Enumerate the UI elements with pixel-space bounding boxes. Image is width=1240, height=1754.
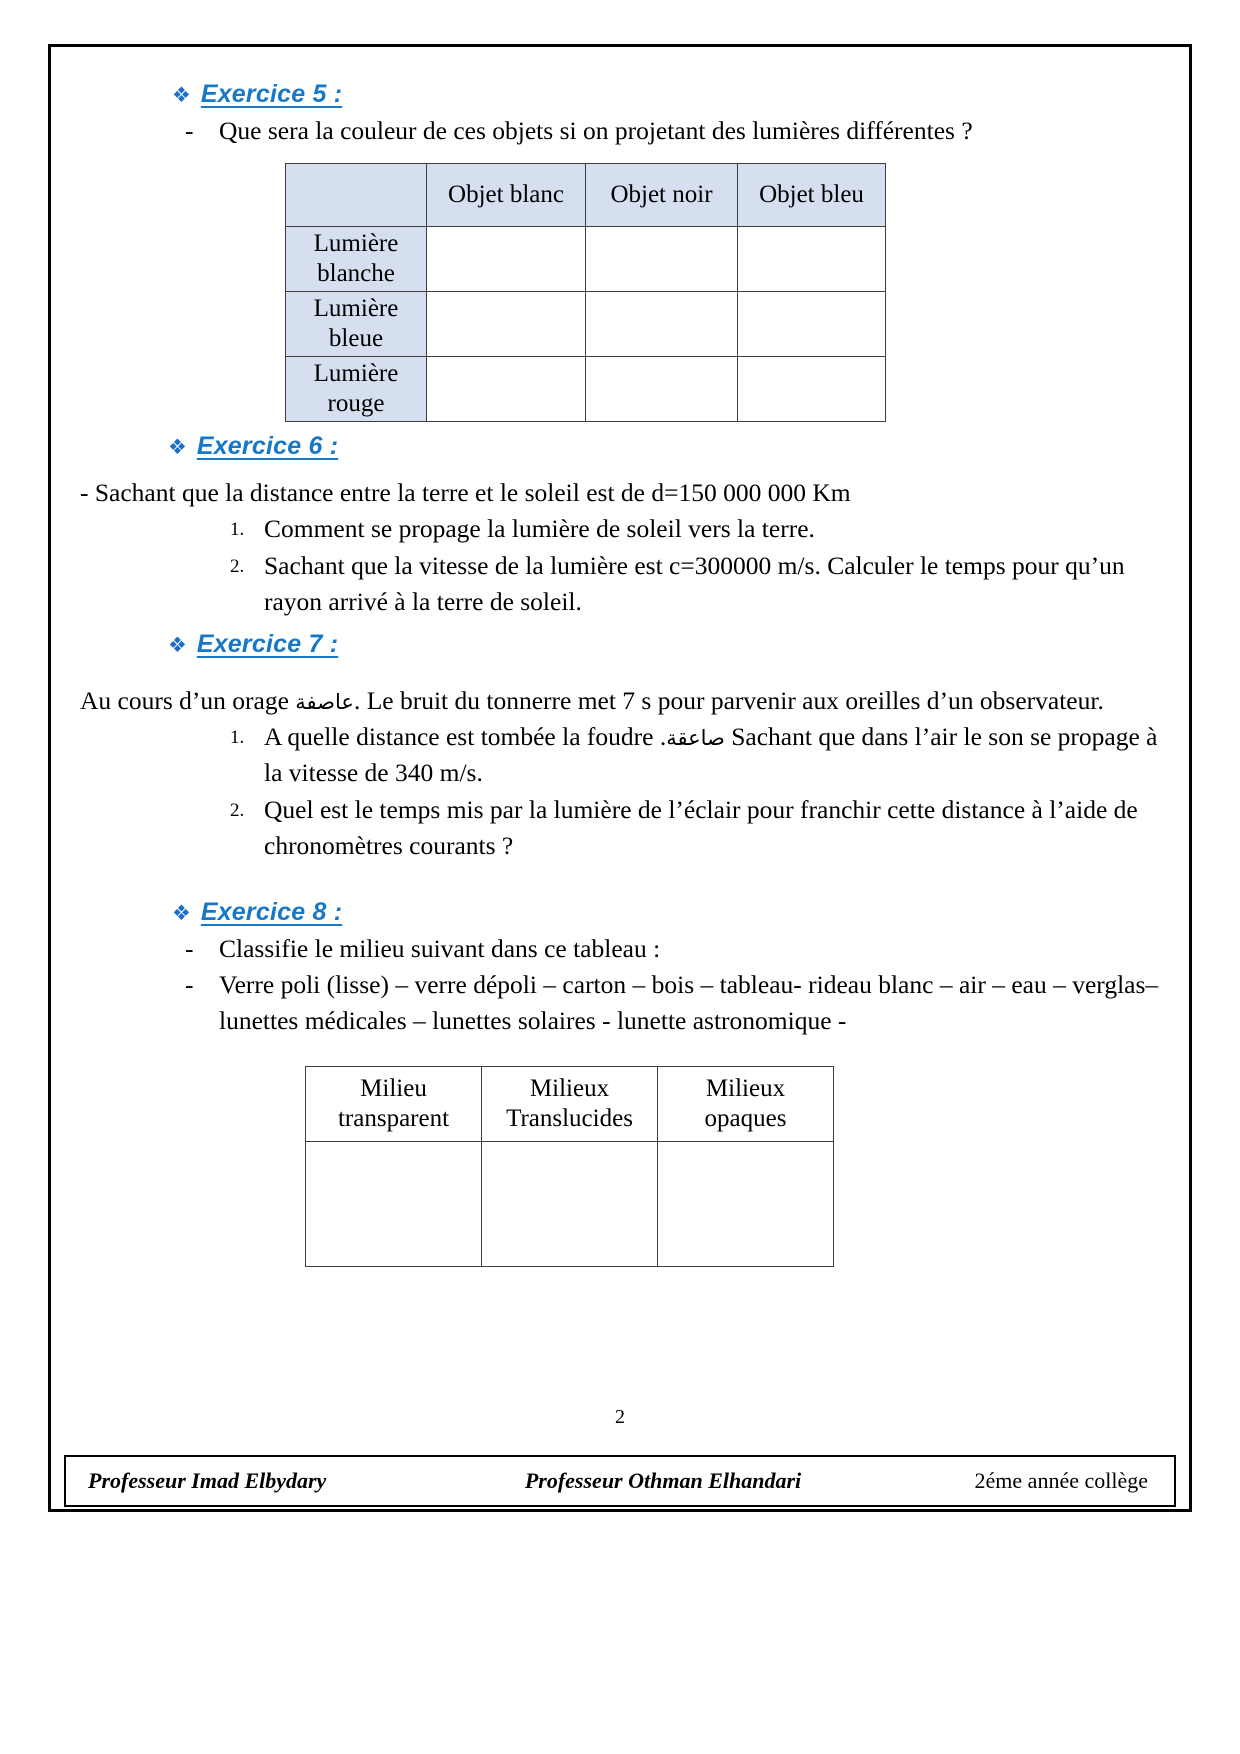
footer-professor-left: Professeur Imad Elbydary [88,1468,327,1493]
exercise-8-line-1 [80,931,1160,967]
exercise-7-heading [80,630,1160,659]
dash-marker: - [185,116,194,145]
column-header-milieux-opaques: Milieux opaques [658,1066,834,1141]
spacer [80,422,1160,432]
exercise-8-line-2-text: Verre poli (lisse) – verre dépoli – carton – bois – tableau- rideau blanc – air – eau – verglas– lunettes médicales – lunettes solaires - lunette astronomique - [219,970,1159,1036]
table-header-row [286,164,886,227]
table-row [286,227,886,292]
arabic-word-saaiqa: صاعقة [666,726,725,751]
exercise-7-item-1-text [264,719,1160,791]
answer-cell[interactable] [586,227,738,292]
exercise-7-item-2-text: Quel est le temps mis par la lumière de l’éclair pour franchir cette distance à l’aide de chronomètres courants ? [264,794,1138,860]
exercise-5-prompt [80,113,1160,149]
exercise-7-intro-part1: Au cours d’un orage [80,686,296,716]
spacer [80,465,1160,475]
spacer [80,663,1160,683]
list-marker: 1. [230,727,245,749]
exercise-7-item-1-part2: Sachant que dans l’air le son se propage à la vitesse de 340 m/s. [264,722,1158,788]
exercise-5-title: Exercice 5 : [200,80,343,108]
table-corner-cell [286,164,427,227]
exercise-6-intro: - Sachant que la distance entre la terre et le soleil est de d=150 000 000 Km [80,478,851,508]
answer-cell[interactable] [482,1141,658,1266]
answer-cell[interactable] [738,357,886,422]
footer [64,1455,1176,1507]
exercise-8-table [305,1066,834,1267]
spacer [80,864,1160,898]
answer-cell[interactable] [738,292,886,357]
exercise-8-heading [80,898,1160,927]
exercise-6-title: Exercice 6 : [196,432,339,461]
exercise-5-table [285,163,886,422]
exercise-6-item-1 [80,511,1160,547]
diamond-bullet-icon: ❖ [172,901,190,926]
exercise-6-heading [80,432,1160,461]
list-marker: 1. [230,519,245,541]
exercise-8-line-1-text: Classifie le milieu suivant dans ce tableau : [219,934,661,964]
exercise-6-item-2 [80,548,1160,620]
answer-cell[interactable] [658,1141,834,1266]
row-label-lumiere-blanche: Lumière blanche [286,227,427,292]
diamond-bullet-icon: ❖ [168,633,186,658]
exercise-8-line-2 [80,967,1160,1039]
column-header-milieu-transparent: Milieu transparent [306,1066,482,1141]
exercise-8-title: Exercice 8 : [200,898,343,927]
table-row [306,1141,834,1266]
column-header-objet-bleu: Objet bleu [738,164,886,227]
answer-cell[interactable] [427,357,586,422]
exercise-7-item-2 [80,792,1160,864]
answer-cell[interactable] [586,357,738,422]
column-header-objet-noir: Objet noir [586,164,738,227]
exercise-7-title: Exercice 7 : [196,630,339,659]
dash-marker: - [185,970,194,1000]
answer-cell[interactable] [427,227,586,292]
column-header-milieux-translucides: Milieux Translucides [482,1066,658,1141]
page-number: 2 [615,1406,625,1428]
answer-cell[interactable] [427,292,586,357]
exercise-5-prompt-text: Que sera la couleur de ces objets si on projetant des lumières différentes ? [219,116,973,145]
exercise-7-item-1 [80,719,1160,791]
exercise-6-item-2-text: Sachant que la vitesse de la lumière est c=300000 m/s. Calculer le temps pour qu’un rayon arrivé à la terre de soleil. [264,550,1125,616]
footer-professor-middle: Professeur Othman Elhandari [524,1468,802,1493]
row-label-lumiere-rouge: Lumière rouge [286,357,427,422]
table-row [286,357,886,422]
table-row [286,292,886,357]
exercise-7-intro-part2: . Le bruit du tonnerre met 7 s pour parvenir aux oreilles d’un observateur. [353,686,1104,716]
answer-cell[interactable] [586,292,738,357]
arabic-word-aasifa: عاصفة [295,690,354,715]
diamond-bullet-icon: ❖ [168,435,186,460]
row-label-lumiere-bleue: Lumière bleue [286,292,427,357]
table-header-row [306,1066,834,1141]
diamond-bullet-icon: ❖ [172,83,190,107]
dash-marker: - [185,934,194,964]
exercise-7-intro [80,683,1160,719]
column-header-objet-blanc: Objet blanc [427,164,586,227]
answer-cell[interactable] [306,1141,482,1266]
footer-class-level: 2éme année collège [974,1468,1148,1493]
list-marker: 2. [230,555,245,577]
exercise-5-heading [80,80,1160,109]
exercise-7-item-1-part1: A quelle distance est tombée la foudre . [264,722,667,752]
page-content [80,80,1160,1267]
list-marker: 2. [230,799,245,821]
exercise-6-item-1-text: Comment se propage la lumière de soleil vers la terre. [264,514,815,544]
answer-cell[interactable] [738,227,886,292]
spacer [80,620,1160,630]
